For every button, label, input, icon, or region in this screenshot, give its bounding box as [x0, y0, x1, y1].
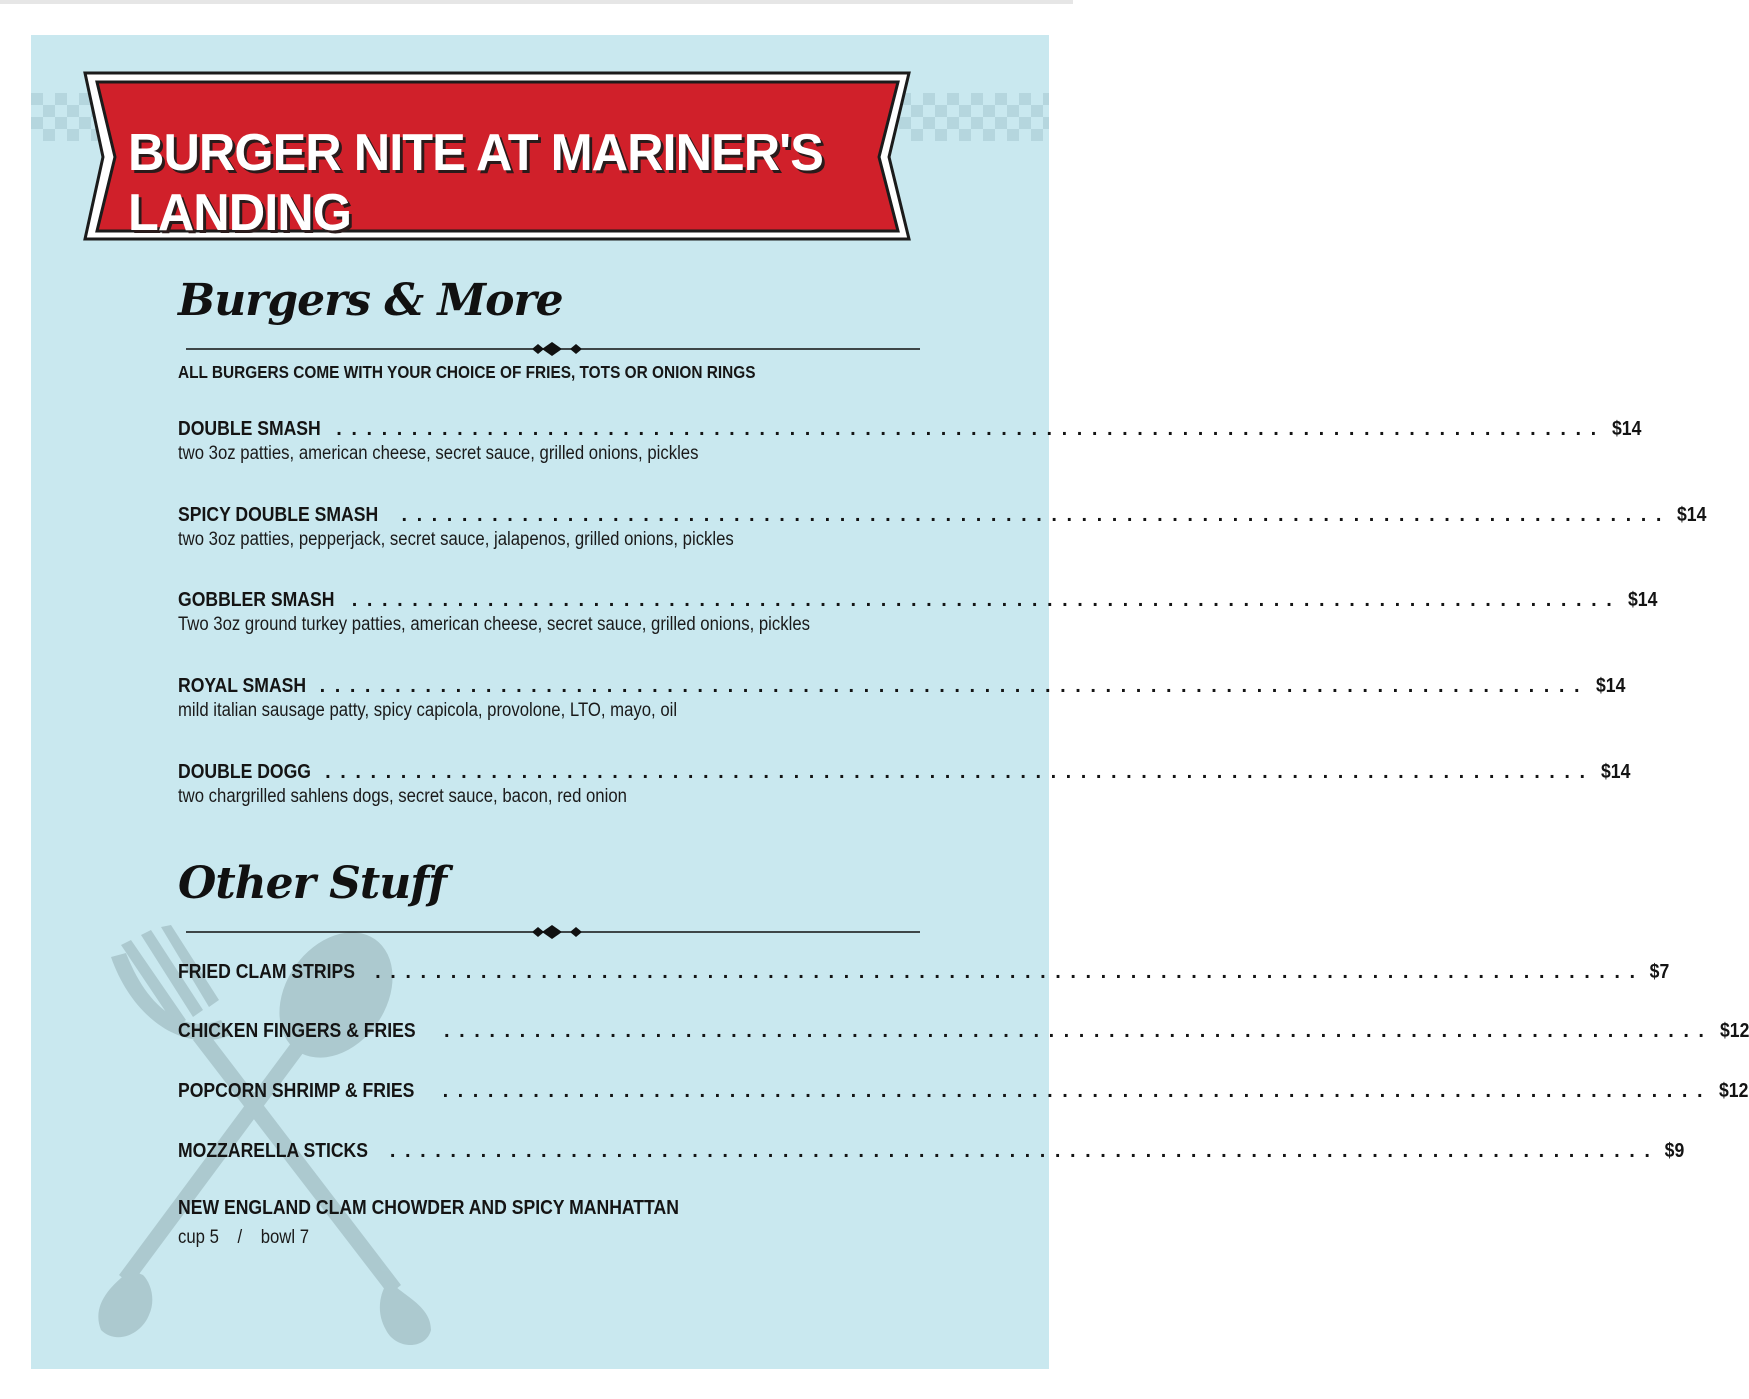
item-price: $14: [1627, 589, 1658, 611]
item-price: $9: [1664, 1140, 1685, 1162]
item-description: two chargrilled sahlens dogs, secret sauce, bacon, red onion: [178, 786, 627, 807]
item-name: POPCORN SHRIMP & FRIES: [178, 1080, 415, 1102]
item-description: two 3oz patties, pepperjack, secret sauce, jalapenos, grilled onions, pickles: [178, 529, 734, 550]
dot-leader: . . . . . . . . . . . . . . . . . . . . . . . . . . . . . . . . . . . . . . . . . . . . . . . . . . . . . . . . . . . . . . . . . . . . . . . . . . . . . . . . . . . .: [401, 504, 1664, 526]
menu-item: [178, 1140, 1685, 1163]
item-name: ROYAL SMASH: [178, 675, 307, 697]
dot-leader: . . . . . . . . . . . . . . . . . . . . . . . . . . . . . . . . . . . . . . . . . . . . . . . . . . . . . . . . . . . . . . . . . . . . . . . . . . . . . . . . . . . .: [442, 1080, 1705, 1102]
menu-item: [178, 1020, 1749, 1043]
chowder-sizes: cup 5 / bowl 7: [178, 1227, 310, 1248]
dot-leader: . . . . . . . . . . . . . . . . . . . . . . . . . . . . . . . . . . . . . . . . . . . . . . . . . . . . . . . . . . . . . . . . . . . . . . . . . . . . . . . . . . . .: [336, 418, 1599, 440]
menu-page: [31, 35, 1749, 1369]
dot-leader: . . . . . . . . . . . . . . . . . . . . . . . . . . . . . . . . . . . . . . . . . . . . . . . . . . . . . . . . . . . . . . . . . . . . . . . . . . . . . . . . . . . .: [351, 589, 1614, 611]
dot-leader: . . . . . . . . . . . . . . . . . . . . . . . . . . . . . . . . . . . . . . . . . . . . . . . . . . . . . . . . . . . . . . . . . . . . . . . . . . . . . . . . . . . .: [325, 761, 1588, 783]
item-price: $12: [1720, 1020, 1749, 1042]
menu-item: [178, 1080, 1748, 1103]
section-title-other: Other Stuff: [178, 858, 447, 909]
menu-item: [178, 589, 1658, 636]
dot-leader: . . . . . . . . . . . . . . . . . . . . . . . . . . . . . . . . . . . . . . . . . . . . . . . . . . . . . . . . . . . . . . . . . . . . . . . . . . . . . . . . . . . .: [444, 1020, 1706, 1042]
item-description: Two 3oz ground turkey patties, american cheese, secret sauce, grilled onions, pickles: [178, 614, 810, 635]
menu-item: [178, 761, 1631, 808]
item-name: CHICKEN FINGERS & FRIES: [178, 1020, 416, 1042]
item-price: $14: [1595, 675, 1625, 697]
item-price: $14: [1677, 504, 1707, 526]
menu-title: BURGER NITE AT MARINER'S LANDING: [128, 124, 823, 242]
menu-item: [178, 961, 1670, 984]
item-price: $14: [1601, 761, 1631, 783]
item-description: two 3oz patties, american cheese, secret sauce, grilled onions, pickles: [178, 443, 699, 464]
item-price: $12: [1718, 1080, 1748, 1102]
chowder-item-name: NEW ENGLAND CLAM CHOWDER AND SPICY MANHATTAN: [178, 1197, 679, 1219]
item-description: mild italian sausage patty, spicy capicola, provolone, LTO, mayo, oil: [178, 700, 678, 721]
title-banner: [83, 71, 913, 243]
item-name: DOUBLE SMASH: [178, 418, 321, 440]
item-name: MOZZARELLA STICKS: [178, 1140, 369, 1162]
section-divider: [186, 342, 920, 356]
dot-leader: . . . . . . . . . . . . . . . . . . . . . . . . . . . . . . . . . . . . . . . . . . . . . . . . . . . . . . . . . . . . . . . . . . . . . . . . . . . . . . . . . . . .: [375, 961, 1638, 983]
burger-sides-note: ALL BURGERS COME WITH YOUR CHOICE OF FRIES, TOTS OR ONION RINGS: [178, 362, 756, 382]
item-name: GOBBLER SMASH: [178, 589, 335, 611]
dot-leader: . . . . . . . . . . . . . . . . . . . . . . . . . . . . . . . . . . . . . . . . . . . . . . . . . . . . . . . . . . . . . . . . . . . . . . . . . . . . . . . . . . . .: [319, 675, 1582, 697]
menu-item: [178, 675, 1625, 722]
menu-item: [178, 418, 1642, 465]
menu-item: [178, 504, 1707, 551]
dot-leader: . . . . . . . . . . . . . . . . . . . . . . . . . . . . . . . . . . . . . . . . . . . . . . . . . . . . . . . . . . . . . . . . . . . . . . . . . . . . . . . . . . . .: [389, 1140, 1652, 1162]
item-price: $14: [1612, 418, 1642, 440]
section-title-burgers: Burgers & More: [178, 275, 563, 326]
top-edge: [0, 0, 1073, 4]
section-divider: [186, 925, 920, 939]
item-name: SPICY DOUBLE SMASH: [178, 504, 379, 526]
item-name: DOUBLE DOGG: [178, 761, 311, 783]
item-price: $7: [1649, 961, 1670, 983]
item-name: FRIED CLAM STRIPS: [178, 961, 355, 983]
checkered-stripe-right: [899, 93, 1049, 141]
